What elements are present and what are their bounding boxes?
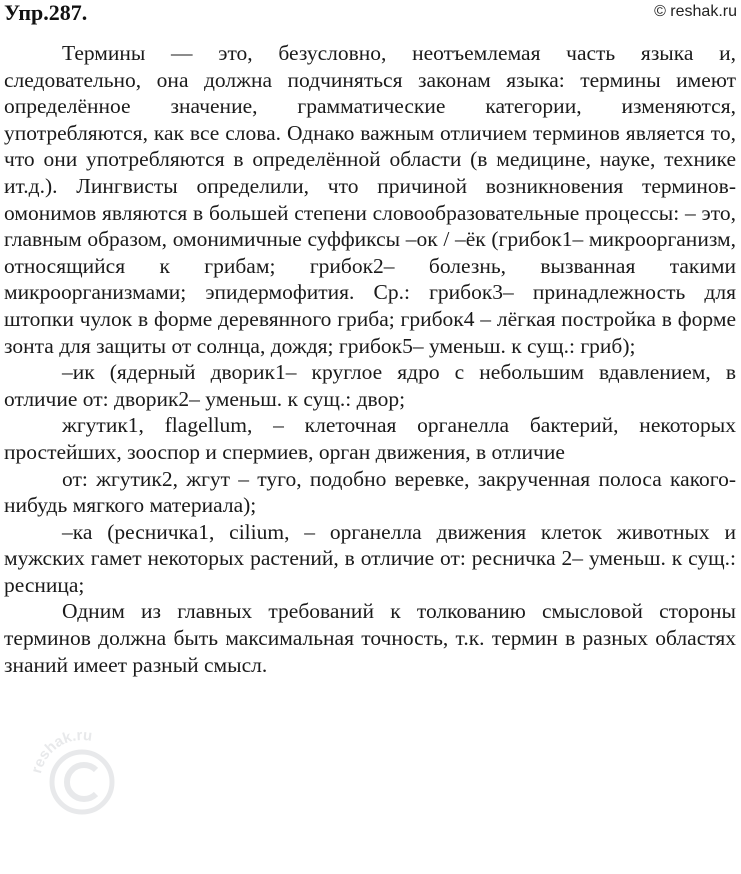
reshak-watermark-icon bbox=[22, 712, 142, 832]
svg-text:reshak.ru bbox=[28, 727, 93, 775]
paragraph-zhgut: от: жгутик2, жгут – туго, подобно веревке, закрученная полоса какого-нибудь мягкого материала); bbox=[4, 466, 736, 518]
paragraph-conclusion: Одним из главных требований к толкованию смысловой стороны терминов должна быть максимальная точность, т.к. термин в разных областях знаний имеет разный смысл. bbox=[4, 599, 736, 677]
exercise-title: Упр.287. bbox=[4, 0, 88, 25]
exercise-text bbox=[4, 40, 736, 678]
page-header bbox=[4, 0, 737, 30]
paragraph-suffix-ka: –ка (ресничка1, cilium, – органелла движения клеток животных и мужских гамет некоторых растений, в отличие от: ресничка 2– уменьш. к сущ.: ресница; bbox=[4, 519, 736, 597]
watermark-text: reshak.ru bbox=[28, 726, 94, 776]
paragraph-zhgutik: жгутик1, flagellum, – клеточная органелла бактерий, некоторых простейших, зооспор и спермиев, орган движения, в отличие bbox=[4, 413, 736, 464]
paragraph-intro: Термины — это, безусловно, неотъемлемая часть языка и, следовательно, она должна подчиняться законам языка: термины имеют определённое значение, грамматические категории, изменяются, употребляются, как все слова. Однако важным отличием терминов является то, что они употребляются в определённой области (в медицине, науке, технике ит.д.). Лингвисты определили, что причиной возникновения терминов-омонимов являются в большей степени словообразовательные процессы: – это, главным образом, омонимичные суффиксы –ок / –ёк (грибок1– микроорганизм, относящийся к грибам; грибок2– болезнь, вызванная такими микроорганизмами; эпидермофития. Ср.: грибок3– принадлежность для штопки чулок в форме деревянного гриба; грибок4 – лёгкая постройка в форме зонта для защиты от солнца, дождя; грибок5– уменьш. к сущ.: гриб); bbox=[4, 41, 736, 358]
paragraph-suffix-ik: –ик (ядерный дворик1– круглое ядро с небольшим вдавлением, в отличие от: дворик2– уменьш. к сущ.: двор; bbox=[4, 360, 736, 411]
copyright-notice: © reshak.ru bbox=[654, 3, 737, 20]
